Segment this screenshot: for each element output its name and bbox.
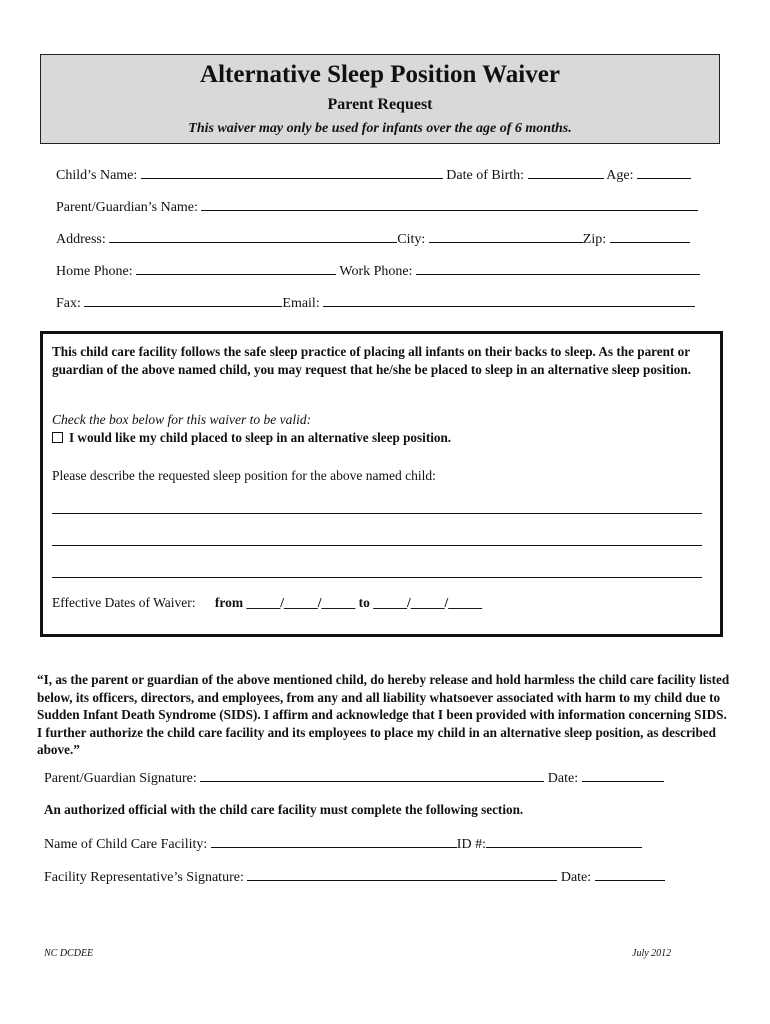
address-row: [56, 230, 690, 248]
page-title: Alternative Sleep Position Waiver: [200, 61, 560, 88]
phone-row: [56, 262, 700, 280]
rep-signature-field[interactable]: [247, 868, 557, 881]
dob-field[interactable]: [528, 166, 604, 179]
footer-date: July 2012: [632, 948, 672, 959]
address-label: Address:: [56, 232, 106, 247]
facility-id-field[interactable]: [486, 835, 642, 848]
parent-name-row: [56, 198, 698, 216]
describe-prompt: Please describe the requested sleep position for the above named child:: [52, 468, 436, 483]
rep-date-field[interactable]: [595, 868, 665, 881]
footer-agency: NC DCDEE: [44, 948, 94, 959]
effective-dates-field[interactable]: from _____/_____/_____ to _____/_____/_____: [214, 595, 482, 610]
release-statement: “I, as the parent or guardian of the above mentioned child, do hereby release and hold harmless the child care facility listed below, its officers, directors, and employees, from any and all liability whatsoever associated with harm to my child due to Sudden Infant Death Syndrome (SIDS). I affirm and acknowledge that I been provided with information concerning SIDS. I further authorize the child care facility and its employees to place my child in an alternative sleep position, as described above.”: [37, 672, 730, 757]
facility-id-label: ID #:: [456, 837, 486, 852]
zip-label: Zip:: [582, 232, 607, 247]
work-phone-field[interactable]: [416, 262, 700, 275]
header-box: [40, 54, 720, 144]
email-label: Email:: [282, 296, 320, 311]
facility-name-label: Name of Child Care Facility:: [44, 837, 208, 852]
facility-row: [44, 835, 642, 853]
description-line-2[interactable]: [52, 545, 702, 546]
description-line-3[interactable]: [52, 577, 702, 578]
parent-name-field[interactable]: [201, 198, 698, 211]
city-label: City:: [397, 232, 426, 247]
check-instruction: Check the box below for this waiver to be valid:: [52, 412, 312, 427]
page-subtitle: Parent Request: [327, 96, 433, 113]
description-line-1[interactable]: [52, 513, 702, 514]
parent-signature-label: Parent/Guardian Signature:: [44, 771, 197, 786]
parent-date-label: Date:: [547, 771, 579, 786]
waiver-checkbox-row[interactable]: [52, 430, 451, 446]
effective-dates-row: [52, 595, 482, 611]
work-phone-label: Work Phone:: [339, 264, 413, 279]
age-field[interactable]: [637, 166, 691, 179]
parent-signature-row: [44, 769, 664, 787]
rep-date-label: Date:: [560, 870, 592, 885]
parent-signature-field[interactable]: [200, 769, 544, 782]
city-field[interactable]: [429, 230, 583, 243]
waiver-checkbox-label: I would like my child placed to sleep in an alternative sleep position.: [69, 430, 452, 445]
parent-date-field[interactable]: [582, 769, 664, 782]
home-phone-label: Home Phone:: [56, 264, 133, 279]
fax-label: Fax:: [56, 296, 81, 311]
safe-sleep-intro: This child care facility follows the safe sleep practice of placing all infants on their backs to sleep. As the parent or guardian of the above named child, you may request that he/she be placed to sleep in an alternative sleep position.: [52, 344, 692, 377]
home-phone-field[interactable]: [136, 262, 336, 275]
parent-name-label: Parent/Guardian’s Name:: [56, 200, 198, 215]
rep-signature-row: [44, 868, 665, 886]
effective-dates-label: Effective Dates of Waiver:: [52, 595, 196, 610]
waiver-checkbox[interactable]: [52, 432, 63, 443]
zip-field[interactable]: [610, 230, 690, 243]
facility-name-field[interactable]: [211, 835, 457, 848]
age-note: This waiver may only be used for infants over the age of 6 months.: [188, 121, 572, 136]
email-field[interactable]: [323, 294, 695, 307]
age-label: Age:: [606, 168, 634, 183]
dob-label: Date of Birth:: [446, 168, 525, 183]
official-notice: An authorized official with the child care facility must complete the following section.: [44, 802, 524, 817]
rep-signature-label: Facility Representative’s Signature:: [44, 870, 244, 885]
address-field[interactable]: [109, 230, 397, 243]
child-info-row: [56, 166, 691, 184]
child-name-field[interactable]: [141, 166, 443, 179]
fax-field[interactable]: [84, 294, 282, 307]
fax-email-row: [56, 294, 695, 312]
child-name-label: Child’s Name:: [56, 168, 138, 183]
